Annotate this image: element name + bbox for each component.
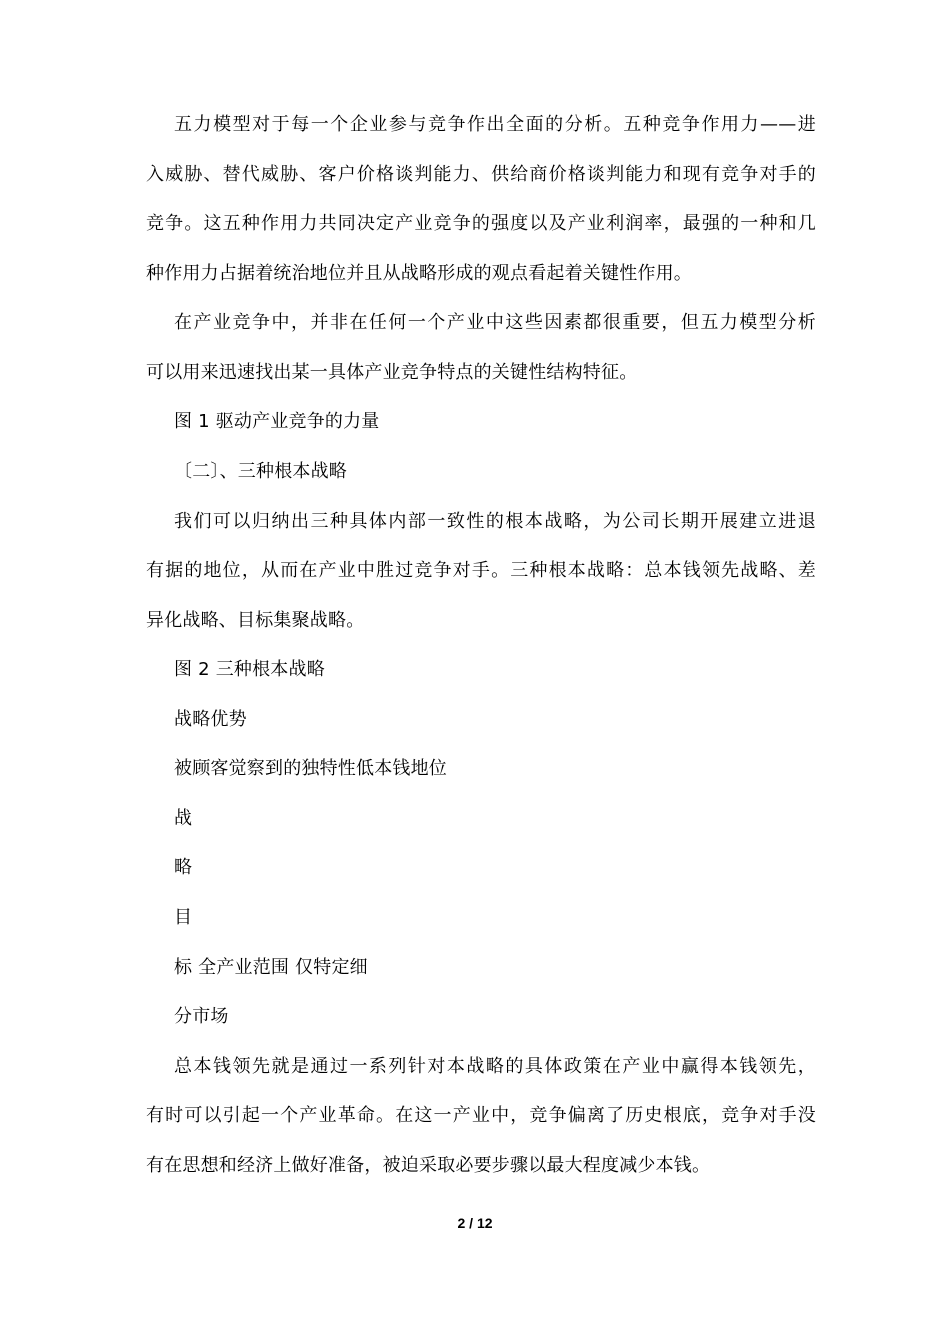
figure-text: 标 全产业范围 仅特定细 [174,957,368,978]
figure-text: 战 [174,808,193,829]
paragraph-line: 竞争。这五种作用力共同决定产业竞争的强度以及产业利润率，最强的一种和几 [146,213,816,234]
paragraph-line: 入威胁、替代威胁、客户价格谈判能力、供给商价格谈判能力和现有竞争对手的 [146,164,816,185]
paragraph-line: 五力模型对于每一个企业参与竞争作出全面的分析。五种竞争作用力——进 [174,114,816,135]
page-number: 2 / 12 [457,1215,493,1231]
figure-caption: 图 2 三种根本战略 [174,659,325,680]
paragraph-line: 在产业竞争中，并非在任何一个产业中这些因素都很重要，但五力模型分析 [174,312,816,333]
paragraph-line: 可以用来迅速找出某一具体产业竞争特点的关键性结构特征。 [146,362,638,383]
paragraph-line: 异化战略、目标集聚战略。 [146,610,365,631]
paragraph-line: 有在思想和经济上做好准备，被迫采取必要步骤以最大程度减少本钱。 [146,1155,711,1176]
figure-text: 略 [174,857,193,878]
figure-caption: 图 1 驱动产业竞争的力量 [174,411,380,432]
paragraph-line: 有据的地位，从而在产业中胜过竞争对手。三种根本战略：总本钱领先战略、差 [146,560,816,581]
figure-text: 目 [174,907,193,928]
figure-text: 被顾客觉察到的独特性低本钱地位 [174,758,447,779]
section-heading: 〔二〕、三种根本战略 [174,461,347,482]
figure-text: 战略优势 [174,709,247,730]
paragraph-line: 有时可以引起一个产业革命。在这一产业中，竞争偏离了历史根底，竞争对手没 [146,1105,816,1126]
figure-text: 分市场 [174,1006,229,1027]
paragraph-line: 我们可以归纳出三种具体内部一致性的根本战略，为公司长期开展建立进退 [174,511,816,532]
paragraph-line: 总本钱领先就是通过一系列针对本战略的具体政策在产业中赢得本钱领先， [174,1056,816,1077]
paragraph-line: 种作用力占据着统治地位并且从战略形成的观点看起着关键性作用。 [146,263,692,284]
